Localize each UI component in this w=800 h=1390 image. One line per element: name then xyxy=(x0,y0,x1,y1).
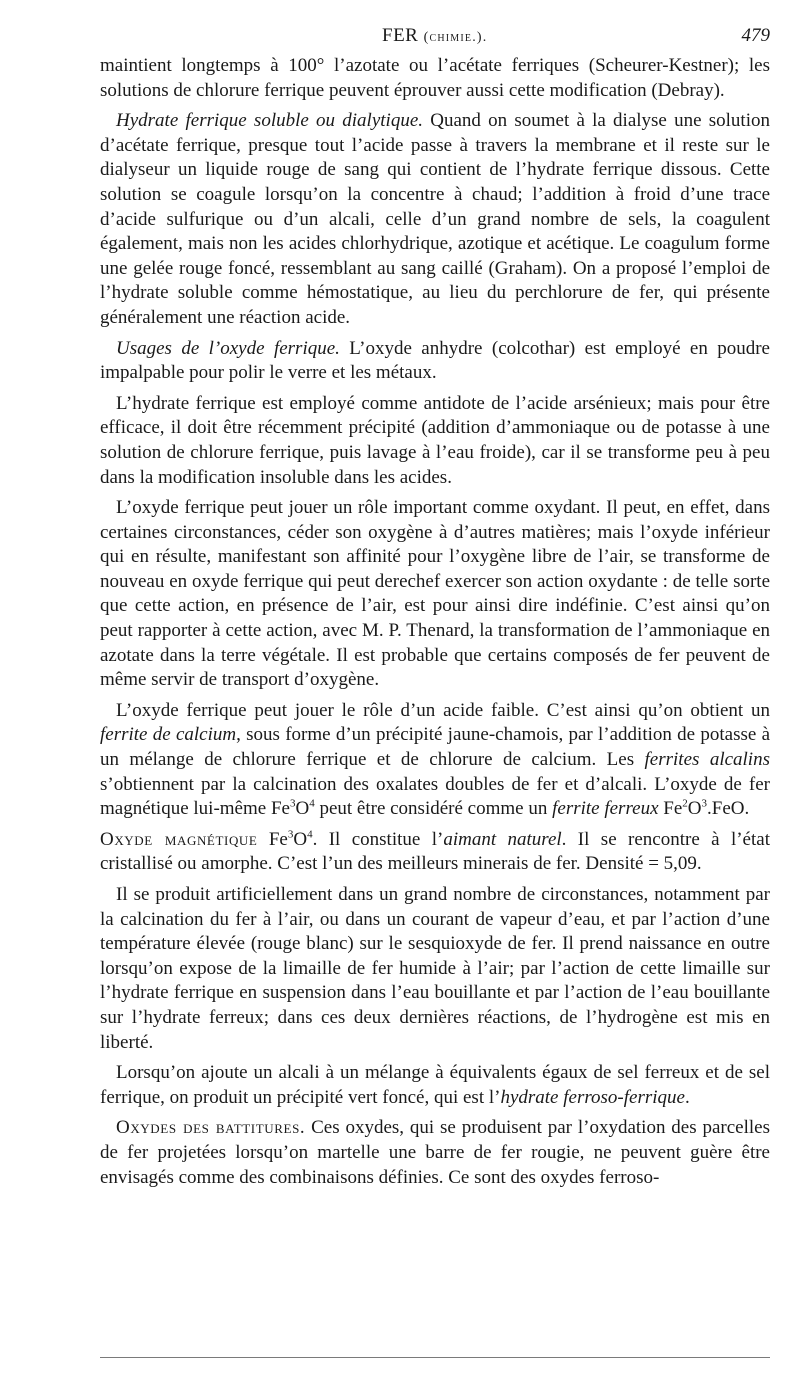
paragraph-battitures xyxy=(100,1116,770,1190)
formula-superscript: 4 xyxy=(307,828,313,841)
italic-term: ferrite ferreux xyxy=(552,798,659,820)
paragraph-oxydant xyxy=(100,496,770,693)
paragraph-text: s’obtiennent par la calcination des oxalates doubles de fer et d’alcali. L’oxyde de fer magnétique lui-même Fe xyxy=(100,773,770,820)
paragraph-ferroso-ferrique xyxy=(100,1061,770,1110)
paragraph-production xyxy=(100,883,770,1055)
italic-term: ferrite de calcium xyxy=(100,724,237,746)
header-title-main: FER xyxy=(382,25,419,46)
formula-text: .FeO. xyxy=(707,798,750,820)
formula-text: O xyxy=(687,798,702,820)
formula-superscript: 3 xyxy=(701,797,707,810)
formula-superscript: 4 xyxy=(309,797,315,810)
section-heading: Oxydes des battitures. xyxy=(116,1117,306,1139)
paragraph-usages xyxy=(100,337,770,386)
page-bottom-rule xyxy=(100,1357,770,1358)
header-title-sub: (chimie.). xyxy=(423,30,488,45)
formula-text: Fe xyxy=(658,798,683,820)
italic-term: ferrites alcalins xyxy=(644,749,770,771)
paragraph-text: Il se produit artificiellement dans un grand nombre de circonstances, notamment par la calcination du fer à l’air, ou dans un courant de vapeur d’eau, et par l’action d’une température élevée (rouge blanc) sur le sesquioxyde de fer. Il prend naissance en outre lorsqu’on expose de la limaille de fer humide à l’air; par l’action de cette limaille sur l’hydrate ferrique en suspension dans l’eau bouillante et par l’action de l’eau bouillante sur l’hydrate ferreux; dans ces deux dernières réactions, de l’hydrogène est mis en liberté. xyxy=(100,884,770,1053)
paragraph-hydrate-soluble xyxy=(100,109,770,330)
formula-text: O xyxy=(295,798,310,820)
paragraph-text: peut être considéré comme un xyxy=(314,798,553,820)
paragraph-oxyde-magnetique xyxy=(100,828,770,877)
paragraph-text: Lorsqu’on ajoute un alcali à un mélange à équivalents égaux de sel ferreux et de sel ferrique, on produit un précipité vert foncé, qui est l’ xyxy=(100,1062,770,1108)
running-header xyxy=(100,24,770,54)
paragraph-continuation xyxy=(100,54,770,103)
paragraph-text: L’oxyde ferrique peut jouer le rôle d’un acide faible. C’est ainsi qu’on obtient un xyxy=(116,699,770,721)
paragraph-text: Quand on soumet à la dialyse une solution d’acétate ferrique, presque tout l’acide passe à travers la membrane et il reste sur le dialyseur un liquide rouge de sang qui contient de l’hydrate ferrique dissous. Cette solution se coagule lorsqu’on la concentre à chaud; l’addition à froid d’une trace d’acide sulfurique ou d’un alcali, celle d’un grand nombre de sels, la coagulent également, mais non les acides chlorhydrique, azotique et acétique. Le coagulum forme une gelée rouge foncé, ressemblant au sang caillé (Graham). On a proposé l’emploi de l’hydrate soluble comme hémostatique, au lieu du perchlorure de fer, qui présente généralement une réaction acide. xyxy=(100,110,770,328)
paragraph-antidote xyxy=(100,392,770,490)
paragraph-text: Ces oxydes, qui se produisent par l’oxydation des parcelles de fer projetées lorsqu’on martelle une barre de fer rougie, ne peuvent guère être envisagés comme des combinaisons définies. Ce sont des oxydes ferroso- xyxy=(100,1117,770,1188)
formula-text: Fe xyxy=(257,828,288,850)
section-heading: Hydrate ferrique soluble ou dialytique. xyxy=(116,110,423,132)
formula-superscript: 3 xyxy=(287,828,294,841)
page-content xyxy=(100,24,770,1196)
paragraph-text: . Il constitue l’ xyxy=(312,828,444,850)
formula-superscript: 2 xyxy=(682,797,688,810)
italic-term: hydrate ferroso-ferrique xyxy=(500,1086,685,1108)
italic-term: aimant naturel xyxy=(443,828,562,850)
paragraph-text: maintient longtemps à 100° l’azotate ou l’acétate ferriques (Scheurer-Kestner); les solutions de chlorure ferrique peuvent éprouver aussi cette modification (Debray). xyxy=(100,55,770,101)
header-title xyxy=(382,24,488,51)
paragraph-text: . xyxy=(684,1086,690,1108)
paragraph-text: L’hydrate ferrique est employé comme antidote de l’acide arsénieux; mais pour être efficace, il doit être récemment précipité (addition d’ammoniaque ou de potasse à une solution de chlorure ferrique, puis lavage à l’eau froide), car il se transforme peu à peu dans la modification insoluble dans les acides. xyxy=(100,392,770,488)
page-number: 479 xyxy=(741,25,770,46)
section-heading: Usages de l’oxyde ferrique. xyxy=(116,337,340,359)
paragraph-text: . Il se rencontre à l’état cristallisé ou amorphe. C’est l’un des meilleurs minerais de fer. Densité = 5,09. xyxy=(100,828,770,875)
paragraph-ferrites xyxy=(100,699,770,822)
paragraph-text: L’oxyde anhydre (colcothar) est employé en poudre impalpable pour polir le verre et les métaux. xyxy=(100,337,770,384)
formula-text: O xyxy=(293,828,308,850)
paragraph-text: L’oxyde ferrique peut jouer un rôle important comme oxydant. Il peut, en effet, dans certaines circonstances, céder son oxygène à d’autres matières; mais l’oxyde inférieur qui en résulte, manifestant son affinité pour l’oxygène libre de l’air, se transforme de nouveau en oxyde ferrique qui peut derechef exercer son action oxydante : de telle sorte que cette action, en présence de l’air, est pour ainsi dire indéfinie. C’est ainsi qu’on peut rapporter à cette action, avec M. P. Thenard, la transformation de l’ammoniaque en azotate dans la terre végétale. Il est probable que certains composés de fer peuvent de même servir de transport d’oxygène. xyxy=(100,497,770,691)
section-heading: Oxyde magnétique xyxy=(100,828,258,850)
formula-superscript: 3 xyxy=(289,797,296,810)
paragraph-text: , sous forme d’un précipité jaune-chamois, par l’addition de potasse à un mélange de chlorure ferrique et de chlorure de calcium. Les xyxy=(100,724,771,771)
